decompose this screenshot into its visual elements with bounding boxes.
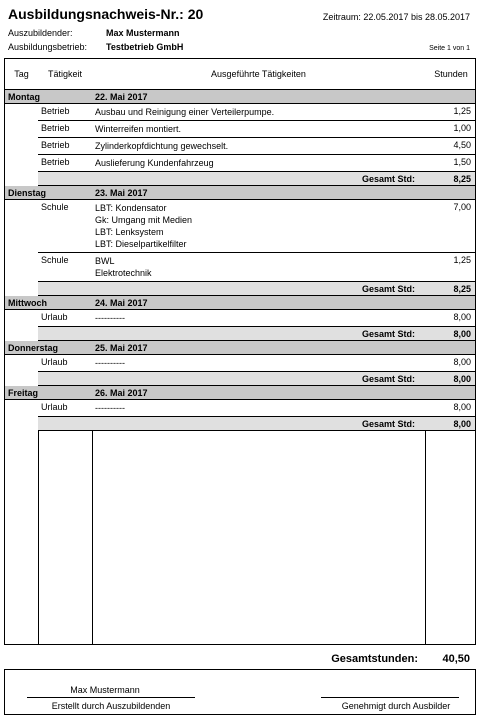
activity-category: Betrieb <box>41 106 70 116</box>
table-row <box>38 200 475 253</box>
day-block <box>5 186 475 296</box>
day-total-value: 8,25 <box>453 284 471 294</box>
activity-hours: 7,00 <box>453 202 471 212</box>
trainee-row <box>8 28 180 38</box>
trainee-signature-line <box>27 697 195 698</box>
activity-hours: 1,25 <box>453 106 471 116</box>
day-block <box>5 90 475 186</box>
day-total-value: 8,25 <box>453 174 471 184</box>
activity-description: ---------- <box>95 358 125 368</box>
document-header <box>0 0 480 58</box>
activity-category: Schule <box>41 202 69 212</box>
activity-description: Ausbau und Reinigung einer Verteilerpumpe. <box>95 107 275 117</box>
trainee-signature-caption: Erstellt durch Auszubildenden <box>51 701 171 711</box>
activity-table <box>4 58 476 645</box>
page-number: Seite 1 von 1 <box>429 45 470 52</box>
day-date: 26. Mai 2017 <box>95 388 148 398</box>
day-name: Mittwoch <box>8 298 47 308</box>
day-total-value: 8,00 <box>453 419 471 429</box>
report-period: Zeitraum: 22.05.2017 bis 28.05.2017 <box>322 12 470 22</box>
activity-category: Betrieb <box>41 123 70 133</box>
header-day: Tag <box>14 69 29 79</box>
day-name: Dienstag <box>8 188 47 198</box>
table-row <box>38 355 475 372</box>
day-date: 24. Mai 2017 <box>95 298 148 308</box>
day-block <box>5 296 475 341</box>
activity-category: Urlaub <box>41 357 68 367</box>
day-total-row <box>38 282 475 296</box>
table-header <box>5 59 475 90</box>
day-block <box>5 386 475 431</box>
trainee-name: Max Mustermann <box>106 28 180 38</box>
day-total-label: Gesamt Std: <box>361 374 415 384</box>
header-activity: Tätigkeit <box>47 69 82 79</box>
grand-total <box>0 653 480 667</box>
company-row <box>8 42 183 52</box>
trainer-signature-line <box>321 697 459 698</box>
activity-category: Urlaub <box>41 402 68 412</box>
day-total-value: 8,00 <box>453 374 471 384</box>
activity-hours: 8,00 <box>453 357 471 367</box>
table-row <box>38 138 475 155</box>
activity-description: Zylinderkopfdichtung gewechselt. <box>95 141 229 151</box>
signature-box <box>4 669 476 715</box>
activity-description: BWL Elektrotechnik <box>95 256 152 278</box>
day-header <box>5 386 475 400</box>
day-header <box>5 296 475 310</box>
header-hours: Stunden <box>434 69 468 79</box>
activity-hours: 1,25 <box>453 255 471 265</box>
activity-hours: 1,50 <box>453 157 471 167</box>
activity-category: Betrieb <box>41 157 70 167</box>
day-header <box>5 341 475 355</box>
grand-total-value: 40,50 <box>442 653 470 665</box>
day-total-value: 8,00 <box>453 329 471 339</box>
day-total-label: Gesamt Std: <box>361 329 415 339</box>
table-row <box>38 253 475 282</box>
day-total-row <box>38 172 475 186</box>
day-date: 25. Mai 2017 <box>95 343 148 353</box>
day-total-row <box>38 372 475 386</box>
table-body <box>5 90 475 431</box>
day-date: 23. Mai 2017 <box>95 188 148 198</box>
activity-description: LBT: Kondensator Gk: Umgang mit Medien LBT: Lenksystem LBT: Dieselpartikelfilter <box>95 203 193 249</box>
activity-hours: 8,00 <box>453 312 471 322</box>
day-total-row <box>38 417 475 431</box>
table-row <box>38 400 475 417</box>
activity-category: Betrieb <box>41 140 70 150</box>
grand-total-label: Gesamtstunden: <box>331 653 418 665</box>
day-date: 22. Mai 2017 <box>95 92 148 102</box>
activity-description: ---------- <box>95 403 125 413</box>
trainee-signature-name: Max Mustermann <box>70 685 140 695</box>
report-title: Ausbildungsnachweis-Nr.: 20 <box>8 6 204 22</box>
day-name: Freitag <box>8 388 39 398</box>
day-header <box>5 186 475 200</box>
company-label: Ausbildungsbetrieb: <box>8 42 88 52</box>
company-name: Testbetrieb GmbH <box>106 42 184 52</box>
table-row <box>38 104 475 121</box>
table-row <box>38 121 475 138</box>
trainee-label: Auszubildender: <box>8 28 73 38</box>
activity-description: Auslieferung Kundenfahrzeug <box>95 158 214 168</box>
day-total-row <box>38 327 475 341</box>
activity-category: Schule <box>41 255 69 265</box>
activity-hours: 1,00 <box>453 123 471 133</box>
activity-description: Winterreifen montiert. <box>95 124 182 134</box>
table-row <box>38 155 475 172</box>
day-name: Donnerstag <box>8 343 59 353</box>
activity-category: Urlaub <box>41 312 68 322</box>
day-block <box>5 341 475 386</box>
day-header <box>5 90 475 104</box>
day-total-label: Gesamt Std: <box>361 284 415 294</box>
activity-hours: 8,00 <box>453 402 471 412</box>
activity-hours: 4,50 <box>453 140 471 150</box>
header-tasks: Ausgeführte Tätigkeiten <box>211 69 306 79</box>
day-total-label: Gesamt Std: <box>361 419 415 429</box>
activity-description: ---------- <box>95 313 125 323</box>
day-name: Montag <box>8 92 40 102</box>
day-total-label: Gesamt Std: <box>361 174 415 184</box>
trainer-signature-caption: Genehmigt durch Ausbilder <box>341 701 451 711</box>
table-row <box>38 310 475 327</box>
